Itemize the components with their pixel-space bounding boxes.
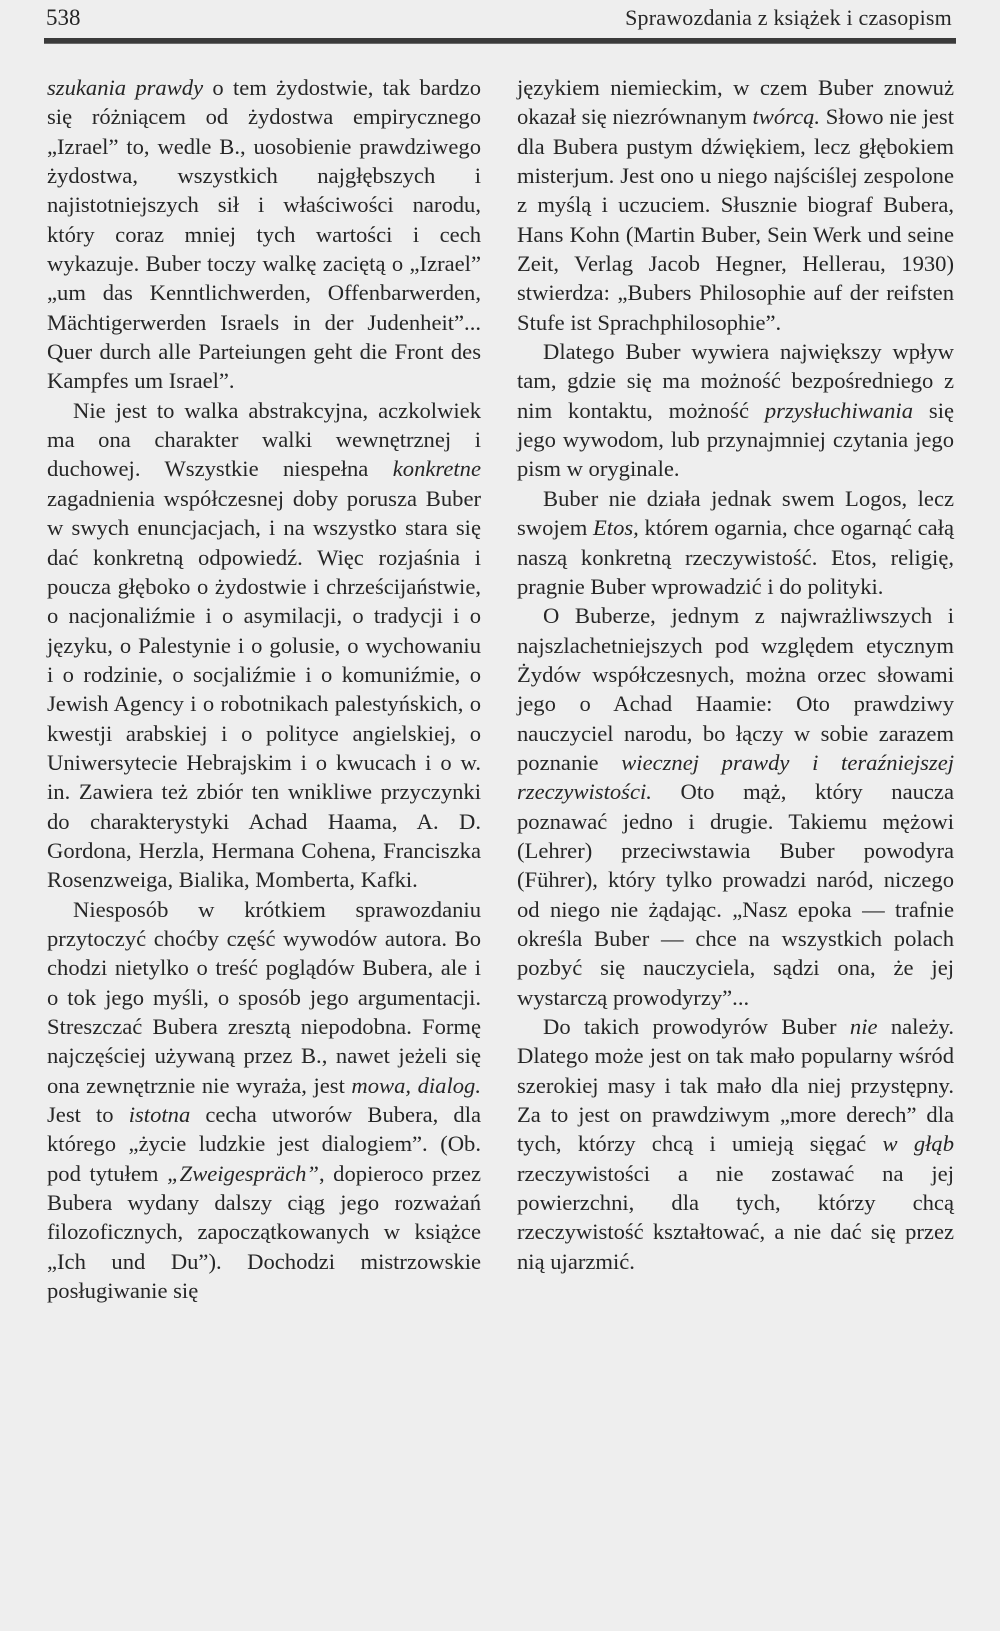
paragraph-text: się jego wywodom, lub przynajmniej czytania jego pism w oryginale.: [517, 397, 954, 482]
paragraph-text: o tem żydostwie, tak bardzo się różniącem od żydostwa empirycznego „Izrael” to, wedle B., uosobienie prawdziwego żydostwa, wszystkich najgłębszych i najistotniejszych sił i właściwości narodu, który coraz mniej tych wartości i cech wykazuje. Buber toczy walkę zaciętą o „Izrael” „um das Kenntlichwerden, Offenbarwerden, Mächtigerwerden Israels in der Judenheit”... Quer durch alle Parteiungen geht die Front des Kampfes um Israel”.: [47, 75, 481, 394]
paragraph-text: O Buberze, jednym z najwrażliwszych i najszlachetniejszych pod względem etycznym Żydów współczesnych, można orzec słowami jego o Achad Haamie: Oto prawdziwy nauczyciel narodu, bo łączy w sobie zarazem poznanie: [517, 603, 954, 775]
running-title: Sprawozdania z książek i czasopism: [625, 5, 952, 30]
emphasis: mowa, dialog.: [351, 1072, 482, 1098]
emphasis: wiecznej prawdy i teraźniejszej rzeczywistości.: [517, 749, 955, 805]
paragraph-text: Oto mąż, który naucza poznawać jedno i drugie. Takiemu mężowi (Lehrer) przeciwstawia Buber powodyra (Führer), który tylko prowadzi naród, niczego od niego nie żądając. „Nasz epoka — trafnie określa Buber — chce na wszystkich polach pozbyć się nauczyciela, sądzi ona, że jej wystarczą prowodyrzy”...: [517, 779, 954, 1010]
emphasis: Etos,: [593, 515, 639, 541]
page-header: [44, 0, 956, 36]
paragraph-text: Słowo nie jest dla Bubera pustym dźwiękiem, lecz głębokiem misterjum. Jest ono u niego najściślej zespolone z myślą i uczuciem. Słusznie biograf Bubera, Hans Kohn (Martin Buber, Sein Werk und seine Zeit, Verlag Jacob Hegner, Hellerau, 1930) stwierdza: „Bubers Philosophie auf der reifsten Stufe ist Sprachphilosophie”.: [517, 104, 954, 335]
paragraph-text: Buber nie działa jednak swem Logos, lecz swojem: [517, 485, 954, 541]
paragraph: [517, 73, 954, 337]
paragraph-text: rzeczywistości a nie zostawać na jej powierzchni, dla tych, którzy chcą rzeczywistość kształtować, a nie dać się przez nią ujarzmić.: [517, 1160, 954, 1274]
emphasis: istotna: [128, 1102, 191, 1128]
header-rule: [44, 38, 956, 44]
emphasis: w głąb: [882, 1131, 954, 1157]
emphasis: twórcą.: [752, 104, 821, 130]
paragraph-text: , dopieroco przez Bubera wydany dalszy ciąg jego rozważań filozoficznych, zapoczątkowanych w książce „Ich und Du”). Dochodzi mistrzowskie posługiwanie się: [47, 1160, 481, 1304]
paragraph-text: którem ogarnia, chce ogarnąć całą naszą konkretną rzeczywistość. Etos, religię, pragnie Buber wprowadzić i do polityki.: [517, 515, 954, 599]
paragraph: [517, 484, 954, 601]
paragraph-text: językiem niemieckim, w czem Buber znowuż okazał się niezrównanym: [517, 75, 954, 130]
paragraph: [47, 396, 481, 895]
paragraph-text: Dlatego Buber wywiera największy wpływ tam, gdzie się ma możność bezpośredniego z nim kontaktu, możność: [517, 339, 954, 423]
emphasis: konkretne: [392, 456, 481, 482]
paragraph: [47, 73, 481, 396]
paragraph: [517, 601, 954, 1012]
emphasis: „Zweigespräch”: [167, 1160, 319, 1186]
paragraph-text: Niesposób w krótkiem sprawozdaniu przytoczyć choćby część wywodów autora. Bo chodzi nietylko o treść poglądów Bubera, ale i o tok jego myśli, o sposób jego argumentacji. Streszczać Bubera zresztą niepodobna. Formę najczęściej używaną przez B., nawet jeżeli się ona zewnętrznie nie wyraża, jest: [47, 896, 481, 1098]
paragraph-text: Do takich prowodyrów Buber: [543, 1014, 850, 1039]
paragraph: [517, 1012, 954, 1276]
emphasis: przysłuchiwania: [764, 397, 913, 423]
emphasis: szukania prawdy: [47, 75, 204, 100]
page-number: 538: [46, 5, 81, 30]
paragraph-text: cecha utworów Bubera, dla którego „życie ludzkie jest dialogiem”. (Ob. pod tytułem: [47, 1102, 481, 1186]
paragraph: [517, 337, 954, 484]
right-column: [517, 73, 954, 1276]
paragraph-text: należy. Dlatego może jest on tak mało popularny wśród szerokiej masy i tak mało dla niej przystępny. Za to jest on prawdziwym „more derech” dla tych, którzy chcą i umieją sięgać: [517, 1014, 954, 1157]
paragraph-text: zagadnienia współczesnej doby porusza Buber w swych enuncjacjach, i na wszystko stara się dać konkretną odpowiedź. Więc rozjaśnia i poucza głęboko o żydostwie i chrześcijaństwie, o nacjonaliźmie i o asymilacji, o tradycji i o języku, o Palestynie i o golusie, o wychowaniu i o rodzinie, o socjaliźmie i o komuniźmie, o Jewish Agency i o robotnikach palestyńskich, o kwestji arabskiej i o polityce angielskiej, o Uniwersytecie Hebrajskim i o kwucach i o w. in. Zawiera też zbiór ten wnikliwe przyczynki do charakterystyki Achad Haama, A. D. Gordona, Herzla, Hermana Cohena, Franciszka Rosenzweiga, Bialika, Momberta, Kafki.: [47, 485, 481, 893]
paragraph-text: Nie jest to walka abstrakcyjna, aczkolwiek ma ona charakter walki wewnętrznej i duchowej. Wszystkie niespełna: [47, 397, 481, 482]
left-column: [47, 73, 481, 1305]
paragraph: [47, 895, 481, 1306]
paragraph-text: Jest to: [47, 1102, 129, 1128]
emphasis: nie: [849, 1014, 878, 1039]
